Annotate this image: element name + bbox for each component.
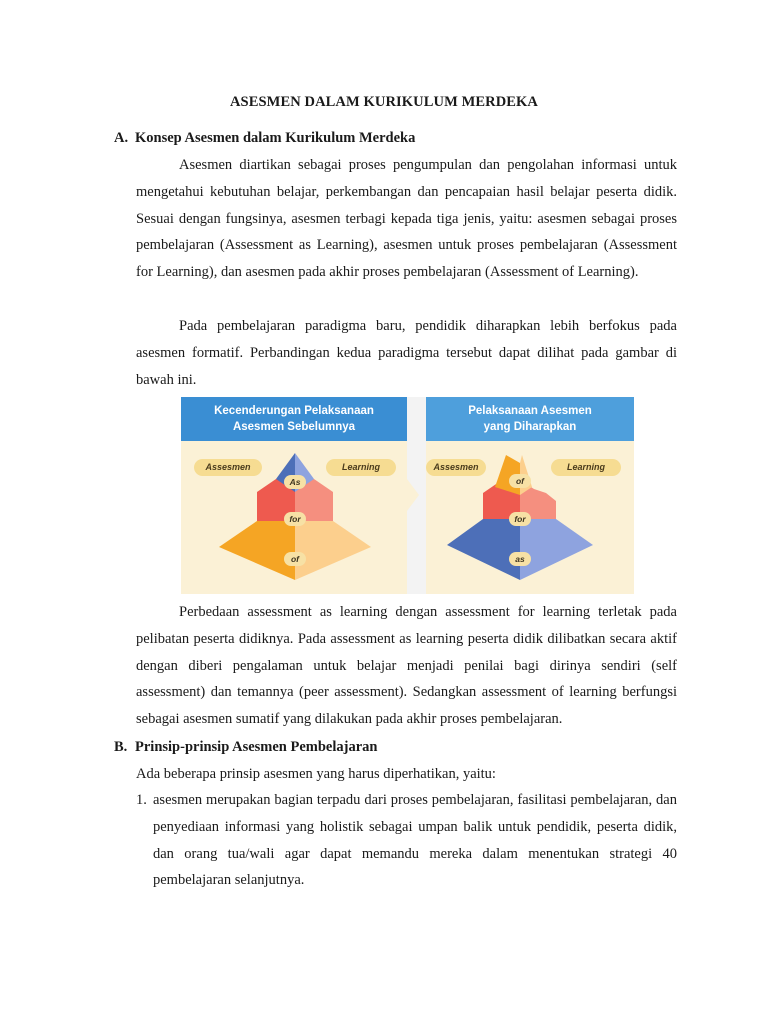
left-label-as: As	[284, 475, 306, 489]
section-b-title: Prinsip-prinsip Asesmen Pembelajaran	[135, 739, 378, 755]
right-label-as: as	[509, 552, 531, 566]
right-label-for: for	[509, 512, 531, 526]
section-b-heading	[114, 739, 377, 756]
right-panel-title-2: yang Diharapkan	[483, 421, 577, 433]
right-pill-learning: Learning	[551, 459, 621, 476]
right-panel-title-1: Pelaksanaan Asesmen	[468, 405, 592, 417]
right-pill-assesmen: Assesmen	[426, 459, 486, 476]
right-pyramid-bottom-front	[447, 519, 520, 580]
section-a-paragraph-1: Asesmen diartikan sebagai proses pengumpulan dan pengolahan informasi untuk mengetahui kebutuhan belajar, perkembangan dan pencapaian hasil belajar peserta didik. Sesuai dengan fungsinya, asesmen terbagi kepada tiga jenis, yaitu: asesmen sebagai proses pembelajaran (Assessment as Learning), asesmen untuk proses pembelajaran (Assessment for Learning), dan asesmen pada akhir proses pembelajaran (Assessment of Learning).	[136, 157, 677, 281]
left-label-of: of	[284, 552, 306, 566]
section-b-intro: Ada beberapa prinsip asesmen yang harus diperhatikan, yaitu:	[136, 766, 496, 782]
principle-list-item	[136, 787, 677, 894]
left-panel-title-1: Kecenderungan Pelaksanaan	[214, 405, 374, 417]
section-a-heading	[114, 130, 415, 147]
list-item-text: asesmen merupakan bagian terpadu dari proses pembelajaran, fasilitasi pembelajaran, dan penyediaan informasi yang holistik sebagai umpan balik untuk pendidik, peserta didik, dan orang tua/wali agar dapat memandu mereka dalam menentukan strategi 40 pembelajaran selanjutnya.	[153, 792, 677, 889]
left-panel	[181, 397, 407, 594]
right-pyramid	[426, 397, 634, 594]
right-label-of: of	[509, 474, 531, 488]
document-title: ASESMEN DALAM KURIKULUM MERDEKA	[229, 94, 538, 110]
assessment-pyramid-figure	[181, 397, 634, 594]
panel-divider	[407, 397, 426, 594]
section-a-title: Konsep Asesmen dalam Kurikulum Merdeka	[135, 130, 416, 146]
left-panel-title-2: Asesmen Sebelumnya	[232, 421, 356, 433]
left-label-for: for	[284, 512, 306, 526]
left-pill-learning: Learning	[326, 459, 396, 476]
section-a-paragraph-3: Perbedaan assessment as learning dengan assessment for learning terletak pada pelibatan peserta didiknya. Pada assessment as learning peserta didik dilibatkan secara aktif dengan diberi pengalaman untuk belajar menjadi penilai bagi dirinya sendiri (self assessment) dan temannya (peer assessment). Sedangkan assessment of learning berfungsi sebagai asesmen sumatif yang dilakukan pada akhir proses pembelajaran.	[136, 604, 677, 728]
section-a-paragraph-2: Pada pembelajaran paradigma baru, pendidik diharapkan lebih berfokus pada asesmen formatif. Perbandingan kedua paradigma tersebut dapat dilihat pada gambar di bawah ini.	[136, 318, 677, 388]
right-pyramid-bottom-side	[520, 519, 593, 580]
section-a-number: A.	[114, 130, 129, 146]
right-panel	[426, 397, 634, 594]
left-pill-assesmen: Assesmen	[194, 459, 262, 476]
list-item-number: 1.	[136, 792, 147, 808]
section-b-number: B.	[114, 739, 128, 755]
